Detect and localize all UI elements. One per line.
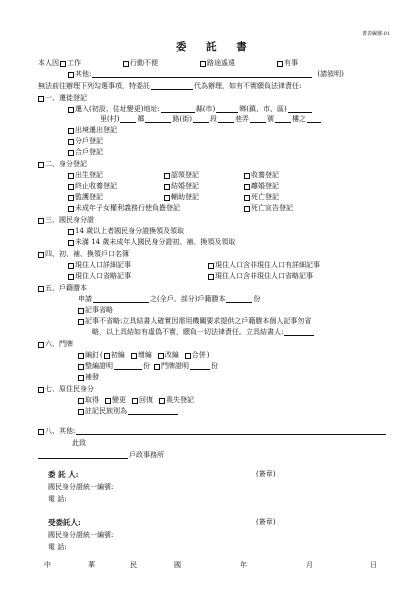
section-8-label: 八、其他: — [45, 427, 76, 435]
section-8-header — [38, 428, 387, 435]
section-4-checkbox[interactable] — [38, 252, 44, 258]
reason-other-checkbox[interactable] — [68, 72, 74, 78]
tribe-label: 註記民族別為 — [85, 407, 127, 415]
book-all-brief-checkbox[interactable] — [208, 274, 214, 280]
village-label: 里(村) — [100, 115, 120, 123]
acquire-label: 取得 — [85, 396, 99, 404]
id-adult-label: 14 歲以上者國民身分證換領及領取 — [75, 227, 185, 235]
delegate-suffix: 代為辦理，如有不實願負法律責任: — [194, 82, 302, 90]
section-2-header — [38, 161, 88, 168]
doorplate-cert-unit: 份 — [211, 362, 218, 370]
doorplate-cert-copies-field[interactable] — [190, 363, 210, 370]
county-field[interactable] — [161, 106, 195, 113]
split-household-checkbox[interactable] — [68, 139, 74, 145]
divorce-checkbox[interactable] — [244, 184, 250, 190]
neighborhood-field[interactable] — [120, 116, 136, 123]
omit-notes-label: 記事省略 — [85, 306, 113, 314]
id-minor-checkbox[interactable] — [68, 240, 74, 246]
section-7-label: 七、原住民身分 — [45, 385, 94, 393]
affidavit-text: 略，以上具結如有虛偽不實，願負一切法律責任。立具結書人: — [92, 328, 284, 336]
death-declaration-checkbox[interactable] — [244, 206, 250, 212]
lane-field[interactable] — [218, 116, 234, 123]
transcript-copies-field[interactable] — [226, 296, 252, 303]
delegate-prefix: 無法前往辦理下列勾選事項，特委託 — [38, 82, 150, 90]
delegatee-sign: (簽章) — [256, 518, 276, 526]
reason-mobility-label: 行動不便 — [130, 59, 158, 67]
reorg-proof-checkbox[interactable] — [78, 364, 84, 370]
section-3-label: 三、國民身分證 — [45, 216, 94, 224]
merge-household-checkbox[interactable] — [68, 150, 74, 156]
keep-notes-label: 記事不省略:立具結書人確實因需用機關要求提供之戶籍謄本個人記事勿省 — [85, 317, 312, 325]
book-all-detailed-label: 現住人口含非現住人口有詳細記事 — [215, 261, 320, 269]
township-field[interactable] — [216, 106, 238, 113]
guardianship-label: 監護登記 — [75, 193, 103, 201]
county-label: 縣(市) — [195, 105, 216, 113]
restore-checkbox[interactable] — [132, 398, 138, 404]
re-assign-checkbox[interactable] — [158, 353, 164, 359]
section-1-label: 一、遷徙登記 — [45, 94, 87, 102]
affidavit-row — [92, 329, 315, 336]
s3-item-1 — [68, 239, 236, 246]
book-all-brief-label: 現住人口含非現住人口省略記事 — [215, 272, 313, 280]
closing-ci: 此致 — [72, 439, 86, 447]
reason-distance-label: 路途遙遠 — [207, 59, 235, 67]
change-checkbox[interactable] — [105, 398, 111, 404]
move-in-checkbox[interactable] — [68, 107, 74, 113]
merge-household-label: 合戶登記 — [75, 148, 103, 156]
section-2-label: 二、身分登記 — [45, 160, 87, 168]
delegator-id-label: 國民身分證統一編號: — [48, 483, 114, 491]
minor-rights-checkbox[interactable] — [68, 206, 74, 212]
date-char-guo: 國 — [174, 561, 181, 569]
doorplate-replace-row — [78, 374, 100, 381]
section-1-checkbox[interactable] — [38, 96, 44, 102]
office-suffix: 戶政事務所 — [129, 451, 164, 459]
page-title: 委 託 書 — [176, 41, 255, 53]
tribe-field[interactable] — [128, 408, 178, 415]
delegatee-id-label: 國民身分證統一編號: — [48, 531, 114, 539]
reason-other-row — [68, 71, 345, 78]
date-day-label: 日 — [370, 561, 377, 569]
delegate-row — [38, 83, 302, 90]
s1-item-2 — [68, 149, 104, 156]
road-label: 路(街) — [172, 115, 192, 123]
delegatee-label: 受委託人: — [48, 518, 81, 527]
reason-other-note: (請敘明) — [317, 70, 344, 78]
doorplate-cert-label: 門牌證明 — [161, 362, 189, 370]
initial-assign-checkbox[interactable] — [104, 353, 110, 359]
marriage-label: 結婚登記 — [171, 182, 199, 190]
township-label: 鄉(鎮、市、區) — [239, 105, 287, 113]
other-matter-field[interactable] — [76, 428, 386, 435]
section-4-header — [38, 251, 130, 258]
reason-work-checkbox[interactable] — [60, 61, 66, 67]
book-all-detailed-checkbox[interactable] — [208, 263, 214, 269]
section-label: 段 — [209, 115, 217, 123]
transcript-name-field[interactable] — [93, 296, 149, 303]
section-2-checkbox[interactable] — [38, 162, 44, 168]
initial-assign-label: 初編 — [110, 351, 125, 359]
reason-busy-checkbox[interactable] — [277, 61, 283, 67]
restore-label: 回復 — [139, 396, 153, 404]
delegate-name-field[interactable] — [151, 83, 193, 90]
minor-rights-label: 未成年子女權利義務行使負擔登記 — [75, 204, 180, 212]
floor-label: 樓之 — [291, 115, 306, 123]
change-label: 變更 — [112, 396, 126, 404]
floor-field[interactable] — [275, 116, 291, 123]
section-5-label: 五、戶籍謄本 — [45, 284, 87, 292]
replace-checkbox[interactable] — [78, 375, 84, 381]
s5-item-1 — [78, 318, 312, 325]
s1-item-1 — [68, 138, 104, 145]
omit-notes-checkbox[interactable] — [78, 308, 84, 314]
add-assign-label: 增編 — [137, 351, 152, 359]
section-6-label: 六、門牌 — [45, 340, 73, 348]
transcript-apply-prefix: 申請 — [78, 295, 92, 303]
end-adoption-label: 終止收養登記 — [75, 182, 117, 190]
transcript-apply-row — [78, 296, 261, 303]
merge-assign-label: 合併 — [191, 351, 206, 359]
lose-checkbox[interactable] — [159, 398, 165, 404]
delegatee-phone-label: 電 話: — [48, 543, 67, 551]
floor-sub-field[interactable] — [307, 116, 321, 123]
doorplate-edit-row: 編釘 ( 初編 增編 改編 合併 ) — [78, 352, 210, 359]
delegator-phone-label: 電 話: — [48, 495, 67, 503]
end-adoption-checkbox[interactable] — [68, 184, 74, 190]
doorplate-cert-checkbox[interactable] — [154, 364, 160, 370]
section-8-checkbox[interactable] — [38, 429, 44, 435]
date-char-zhong: 中 — [44, 561, 51, 569]
delegator-sign: (簽章) — [256, 470, 276, 478]
assistance-label: 輔助登記 — [171, 193, 199, 201]
book-detailed-checkbox[interactable] — [68, 263, 74, 269]
book-detailed-label: 現住人口詳細記事 — [75, 261, 131, 269]
doorplate-edit-checkbox[interactable] — [78, 353, 84, 359]
aboriginal-items-row — [78, 397, 195, 404]
marriage-checkbox[interactable] — [164, 184, 170, 190]
s1-item-0 — [68, 127, 118, 134]
transcript-apply-suffix: 份 — [253, 295, 261, 303]
move-in-row — [68, 106, 313, 113]
number-label: 號 — [266, 115, 274, 123]
book-brief-checkbox[interactable] — [68, 274, 74, 280]
lose-label: 喪失登記 — [166, 396, 194, 404]
merge-assign-checkbox[interactable] — [185, 353, 191, 359]
date-year-label: 年 — [240, 561, 247, 569]
adoption-label: 收養登記 — [251, 171, 279, 179]
section-6-checkbox[interactable] — [38, 342, 44, 348]
death-label: 死亡登記 — [251, 193, 279, 201]
reason-other-label: 其他: — [75, 70, 92, 78]
section-1-header — [38, 95, 88, 102]
add-assign-checkbox[interactable] — [131, 353, 137, 359]
road-field[interactable] — [145, 116, 171, 123]
section-5-checkbox[interactable] — [38, 286, 44, 292]
form-number: 書表編號:01 — [362, 31, 391, 37]
reorg-proof-copies-field[interactable] — [114, 363, 142, 370]
death-declaration-label: 死亡宣告登記 — [251, 204, 293, 212]
book-brief-label: 現住人口省略記事 — [75, 272, 131, 280]
reason-other-field[interactable] — [92, 71, 312, 78]
date-char-min: 民 — [130, 561, 137, 569]
birth-label: 出生登記 — [75, 171, 103, 179]
delegator-label: 委 託 人: — [48, 470, 79, 479]
reason-busy-label: 有事 — [284, 59, 298, 67]
id-minor-label: 未滿 14 歲未成年人國民身分證初、補、換領及領取 — [75, 238, 236, 246]
s5-item-0 — [78, 307, 114, 314]
date-char-hua: 華 — [88, 561, 95, 569]
doorplate-edit-label: 編釘 — [85, 351, 99, 359]
acknowledge-label: 認領登記 — [171, 171, 199, 179]
keep-notes-checkbox[interactable] — [78, 319, 84, 325]
adoption-checkbox[interactable] — [244, 173, 250, 179]
office-name-field[interactable] — [38, 452, 128, 459]
reorg-proof-unit: 份 — [143, 362, 150, 370]
number-field[interactable] — [250, 116, 266, 123]
date-month-label: 月 — [306, 561, 313, 569]
tribe-row — [78, 408, 179, 415]
reason-distance-checkbox[interactable] — [200, 61, 206, 67]
lane-label: 巷弄 — [234, 115, 249, 123]
guardianship-checkbox[interactable] — [68, 195, 74, 201]
section-5-header — [38, 285, 88, 292]
assistance-checkbox[interactable] — [164, 195, 170, 201]
section-field[interactable] — [193, 116, 209, 123]
neighborhood-label: 鄰 — [137, 115, 145, 123]
re-assign-label: 改編 — [164, 351, 179, 359]
section-6-header — [38, 341, 74, 348]
section-7-checkbox[interactable] — [38, 387, 44, 393]
reason-row — [38, 60, 299, 67]
doorplate-proof-row — [78, 363, 219, 370]
reason-mobility-checkbox[interactable] — [123, 61, 129, 67]
address-line-2 — [100, 116, 322, 123]
reason-prefix: 本人因 — [38, 59, 59, 67]
office-row — [38, 452, 165, 459]
tribe-checkbox[interactable] — [78, 409, 84, 415]
replace-label: 補發 — [85, 373, 99, 381]
divorce-label: 離婚登記 — [251, 182, 279, 190]
emigration-label: 出境遷出登記 — [75, 126, 117, 134]
transcript-apply-mid: 之(全戶、部分)戶籍謄本 — [150, 295, 226, 303]
death-checkbox[interactable] — [244, 195, 250, 201]
s3-item-0 — [68, 228, 185, 235]
birth-checkbox[interactable] — [68, 173, 74, 179]
section-3-header — [38, 217, 95, 224]
affidavit-signer-field[interactable] — [284, 329, 314, 336]
move-in-label: 遷入(初設、住址變更)地址: — [75, 105, 160, 113]
emigration-checkbox[interactable] — [68, 128, 74, 134]
reason-work-label: 工作 — [67, 59, 81, 67]
reorg-proof-label: 整編證明 — [85, 362, 113, 370]
section-3-checkbox[interactable] — [38, 218, 44, 224]
section-7-header — [38, 386, 95, 393]
district-field[interactable] — [288, 106, 312, 113]
acknowledge-checkbox[interactable] — [164, 173, 170, 179]
id-adult-checkbox[interactable] — [68, 229, 74, 235]
acquire-checkbox[interactable] — [78, 398, 84, 404]
section-4-label: 四、初、補、換領戶口名簿 — [45, 250, 129, 258]
split-household-label: 分戶登記 — [75, 137, 103, 145]
